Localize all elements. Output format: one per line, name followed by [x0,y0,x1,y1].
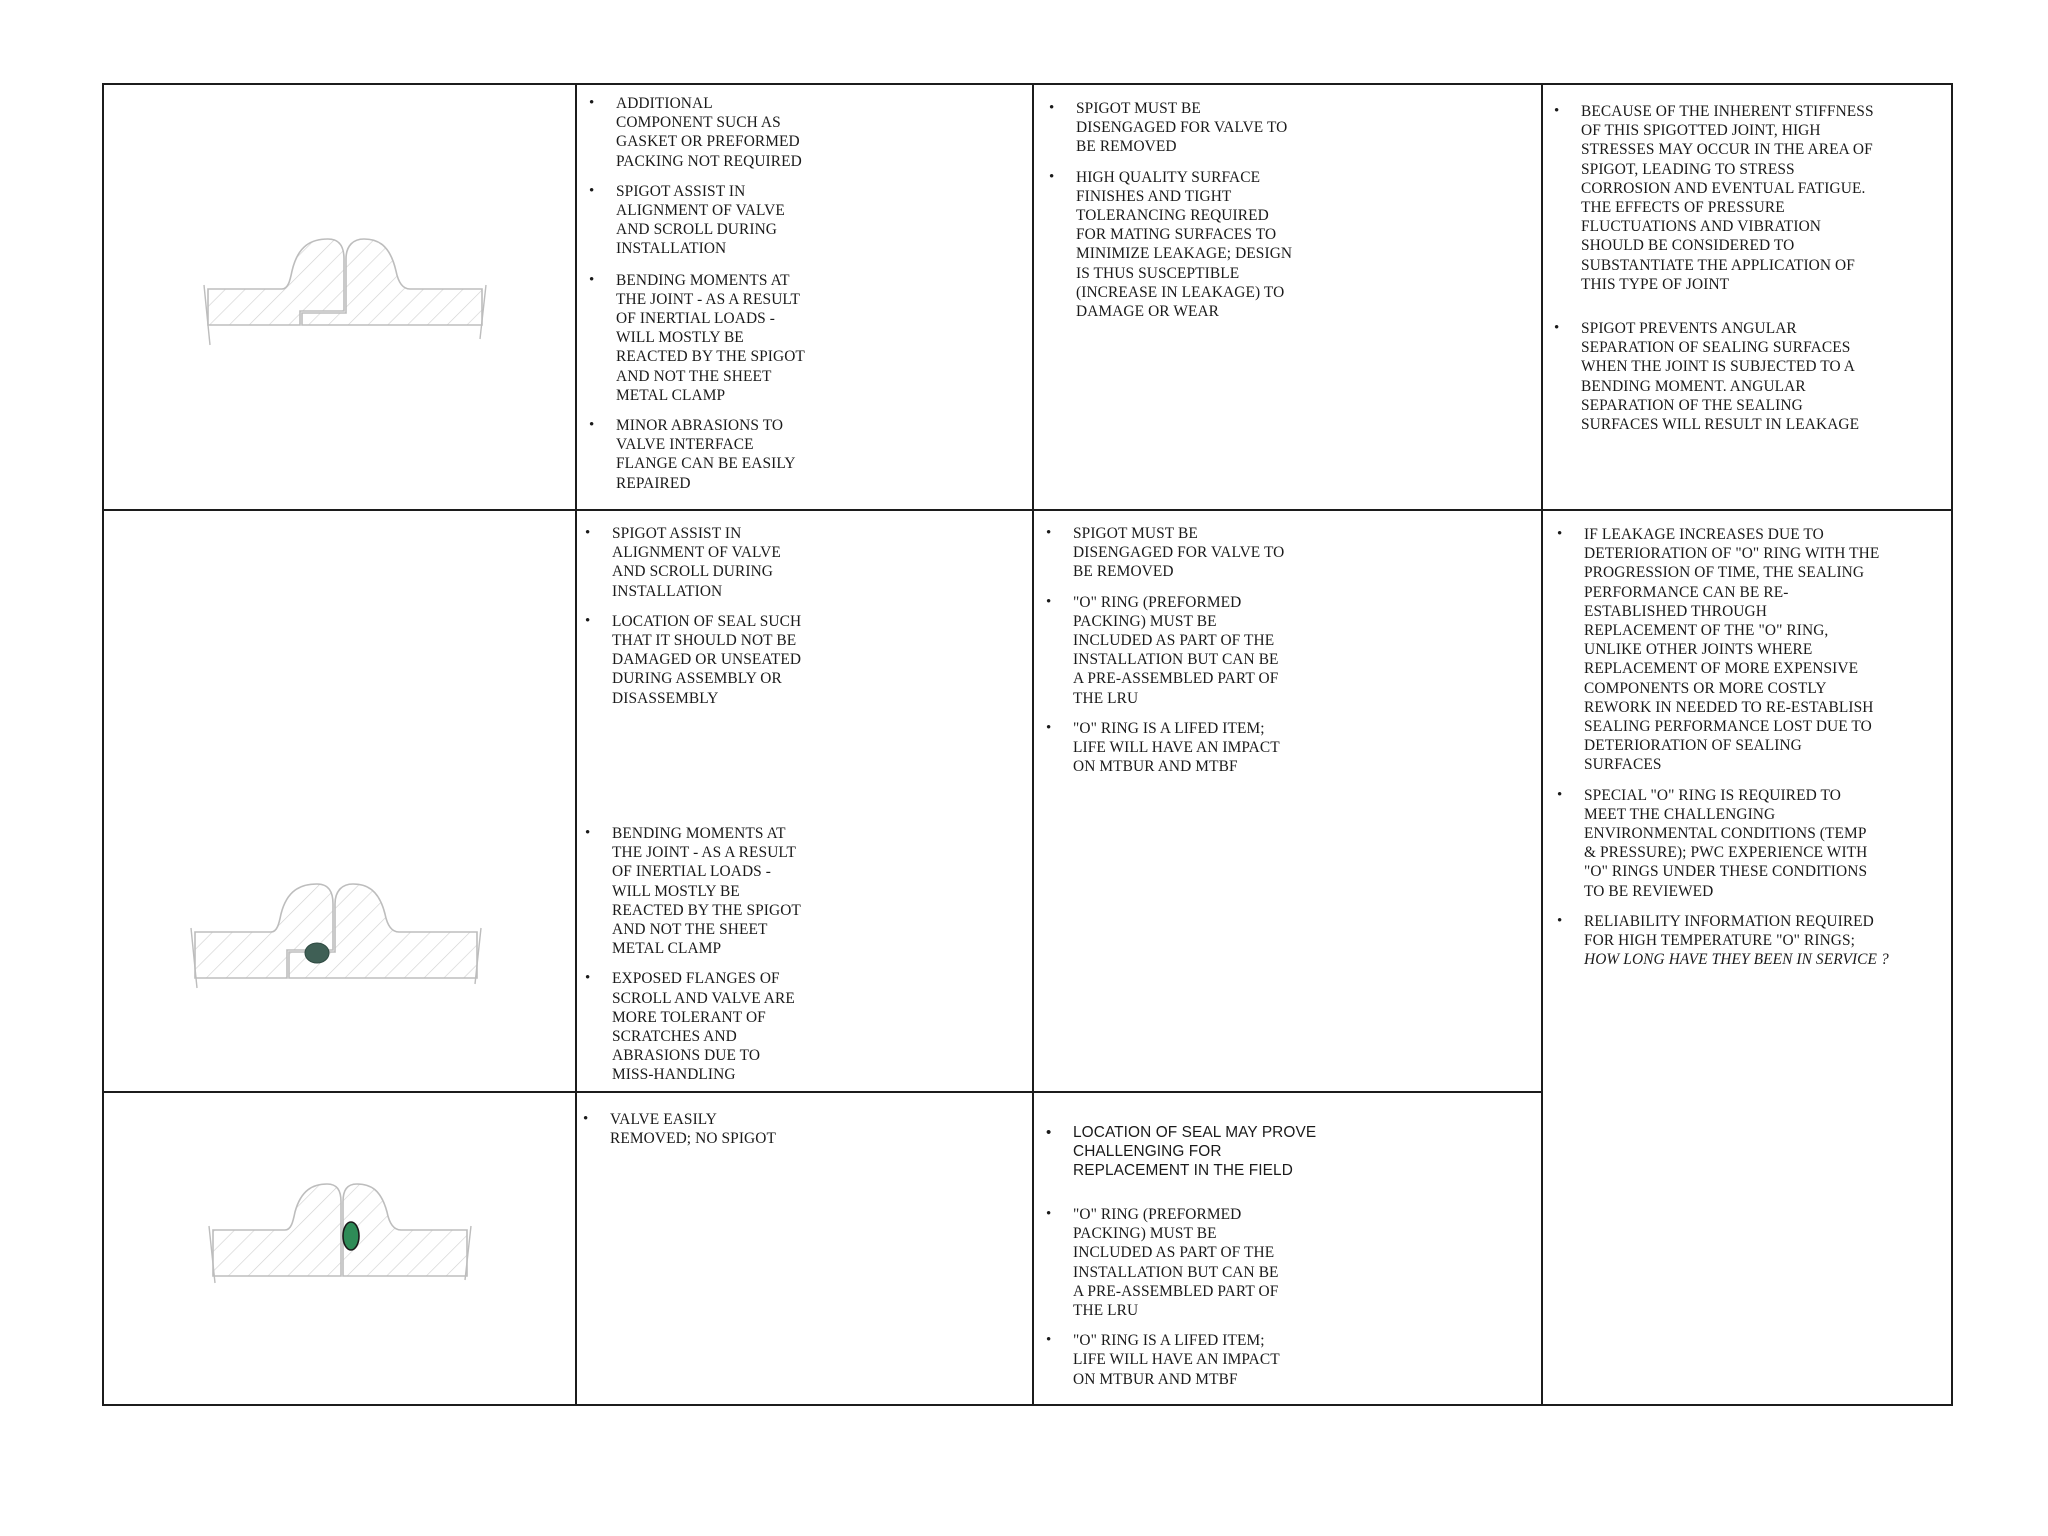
spigot-joint-diagram [200,235,490,345]
bullet-text: SPIGOT ASSIST IN ALIGNMENT OF VALVE AND SCROLL DURING INSTALLATION [616,182,785,258]
bullet-text: HIGH QUALITY SURFACE FINISHES AND TIGHT TOLERANCING REQUIRED FOR MATING SURFACES TO MINIMIZE LEAKAGE; DESIGN IS THUS SUSCEPTIBLE (INCREASE IN LEAKAGE) TO DAMAGE OR WEAR [1076,168,1293,321]
row2-advantages-bottom [576,824,1016,1085]
row3-advantages [574,1110,1014,1148]
list-item [1548,912,1948,970]
list-item [1040,168,1520,322]
list-item [580,271,1020,405]
bullet-dot: • [1046,593,1052,610]
bullet-dot: • [1557,526,1563,542]
list-item [1548,786,1948,901]
row1-comments [1545,102,1945,434]
bullet-dot: • [585,612,591,629]
bullet-text: SPIGOT PREVENTS ANGULAR SEPARATION OF SEALING SURFACES WHEN THE JOINT IS SUBJECTED TO A BENDING MOMENT. ANGULAR SEPARATION OF THE SEALING SURFACES WILL RESULT IN LEAKAGE [1581,320,1860,434]
bullet-text: BECAUSE OF THE INHERENT STIFFNESS OF THIS SPIGOTTED JOINT, HIGH STRESSES MAY OCCUR IN THE AREA OF SPIGOT, LEADING TO STRESS CORROSION AND EVENTUAL FATIGUE. THE EFFECTS OF PRESSURE FLUCTUATIONS AND VIBRATION SHOULD BE CONSIDERED TO SUBSTANTIATE THE APPLICATION OF THIS TYPE OF JOINT [1581,103,1874,293]
list-item [1037,1123,1517,1181]
list-item [1545,102,1945,294]
list-item [1037,719,1517,777]
spigot-oring-joint-diagram [185,880,485,992]
column-divider-2 [1032,83,1034,1406]
list-item [580,416,1020,493]
list-item [576,824,1016,958]
bullet-text: RELIABILITY INFORMATION REQUIRED FOR HIGH TEMPERATURE "O" RINGS; HOW LONG HAVE THEY BEEN IN SERVICE ? [1584,912,1889,969]
valve-flange-left [213,1184,341,1276]
list-item [1037,1205,1517,1320]
bullet-dot: • [1046,1332,1052,1349]
bullet-text: BENDING MOMENTS AT THE JOINT - AS A RESULT OF INERTIAL LOADS - WILL MOSTLY BE REACTED BY THE SPIGOT AND NOT THE SHEET METAL CLAMP [612,825,801,958]
bullet-dot: • [1554,320,1560,337]
column-divider-3 [1541,83,1543,1406]
list-item [580,182,1020,259]
bullet-text: LOCATION OF SEAL SUCH THAT IT SHOULD NOT BE DAMAGED OR UNSEATED DURING ASSEMBLY OR DISASSEMBLY [612,612,802,707]
bullet-dot: • [1049,100,1055,116]
bullet-text: "O" RING IS A LIFED ITEM; LIFE WILL HAVE AN IMPACT ON MTBUR AND MTBF [1073,1332,1280,1388]
bullet-text: IF LEAKAGE INCREASES DUE TO DETERIORATION OF "O" RING WITH THE PROGRESSION OF TIME, THE SEALING PERFORMANCE CAN BE RE- ESTABLISHED THROUGH REPLACEMENT OF THE "O" RING, UNLIKE OTHER JOINTS WHERE REPLACEMENT OF MORE EXPENSIVE COMPONENTS OR MORE COSTLY REWORK IN NEEDED TO RE-ESTABLISH SEALING PERFORMANCE LOST DUE TO DETERIORATION OF SEALING SURFACES [1584,526,1880,774]
bullet-text: SPIGOT ASSIST IN ALIGNMENT OF VALVE AND SCROLL DURING INSTALLATION [612,525,781,600]
bullet-text: EXPOSED FLANGES OF SCROLL AND VALVE ARE MORE TOLERANT OF SCRATCHES AND ABRASIONS DUE TO MISS-HANDLING [612,970,795,1084]
bullet-dot: • [1046,1124,1052,1141]
list-item [1037,1331,1517,1389]
bullet-dot: • [589,271,595,288]
table-border-right [1951,83,1953,1406]
list-item [576,969,1016,1084]
bullet-dot: • [585,525,591,541]
bullet-dot: • [1557,912,1563,929]
bullet-text: "O" RING (PREFORMED PACKING) MUST BE INCLUDED AS PART OF THE INSTALLATION BUT CAN BE A PRE-ASSEMBLED PART OF THE LRU [1073,1206,1279,1320]
o-ring-seal [343,1222,359,1250]
list-item [1037,593,1517,708]
list-item [574,1110,1014,1148]
row-divider-1 [102,509,1953,511]
bullet-dot: • [589,417,595,434]
bullet-dot: • [1557,786,1563,803]
list-item [580,94,1020,171]
list-item [1548,525,1948,775]
bullet-text: "O" RING (PREFORMED PACKING) MUST BE INCLUDED AS PART OF THE INSTALLATION BUT CAN BE A PRE-ASSEMBLED PART OF THE LRU [1073,593,1279,707]
bullet-dot: • [1554,103,1560,119]
bullet-text: SPECIAL "O" RING IS REQUIRED TO MEET THE CHALLENGING ENVIRONMENTAL CONDITIONS (TEMP & PRESSURE); PWC EXPERIENCE WITH "O" RINGS UNDER THESE CONDITIONS TO BE REVIEWED [1584,786,1868,900]
table-border-top [102,83,1953,85]
bullet-dot: • [1046,719,1052,736]
italic-question: HOW LONG HAVE THEY BEEN IN SERVICE ? [1584,951,1889,969]
bullet-text: SPIGOT MUST BE DISENGAGED FOR VALVE TO BE REMOVED [1076,100,1288,156]
bullet-text: "O" RING IS A LIFED ITEM; LIFE WILL HAVE AN IMPACT ON MTBUR AND MTBF [1073,719,1280,776]
bullet-text: ADDITIONAL COMPONENT SUCH AS GASKET OR PREFORMED PACKING NOT REQUIRED [616,95,802,170]
list-item [576,612,1016,708]
row2-comments [1548,525,1948,969]
row2-advantages-top [576,524,1016,708]
list-item [1040,99,1520,157]
bullet-dot: • [1046,1206,1052,1222]
bullet-dot: • [1046,525,1052,541]
row1-disadvantages [1040,99,1520,321]
row3-disadvantages-sans [1037,1123,1517,1181]
table-border-left [102,83,104,1406]
bullet-dot: • [1049,168,1055,185]
column-divider-1 [575,83,577,1406]
bullet-text: LOCATION OF SEAL MAY PROVE CHALLENGING FOR REPLACEMENT IN THE FIELD [1073,1124,1317,1180]
face-oring-joint-diagram [205,1180,475,1285]
row-divider-2 [102,1091,1542,1093]
list-item [576,524,1016,601]
bullet-text: SPIGOT MUST BE DISENGAGED FOR VALVE TO BE REMOVED [1073,525,1285,581]
bullet-dot: • [583,1111,589,1127]
o-ring-seal [305,943,329,963]
bullet-dot: • [589,182,595,199]
bullet-dot: • [585,825,591,841]
bullet-text: BENDING MOMENTS AT THE JOINT - AS A RESULT OF INERTIAL LOADS - WILL MOSTLY BE REACTED BY THE SPIGOT AND NOT THE SHEET METAL CLAMP [616,271,805,404]
bullet-text: VALVE EASILY REMOVED; NO SPIGOT [610,1111,776,1148]
bullet-dot: • [589,95,595,111]
list-item [1545,319,1945,434]
valve-flange-left [208,239,344,325]
row2-disadvantages [1037,524,1517,776]
list-item [1037,524,1517,582]
row3-disadvantages [1037,1205,1517,1389]
row1-advantages [580,94,1020,493]
table-border-bottom [102,1404,1953,1406]
scroll-flange-right [343,1184,467,1276]
bullet-dot: • [585,970,591,987]
bullet-text: MINOR ABRASIONS TO VALVE INTERFACE FLANGE CAN BE EASILY REPAIRED [616,417,796,492]
